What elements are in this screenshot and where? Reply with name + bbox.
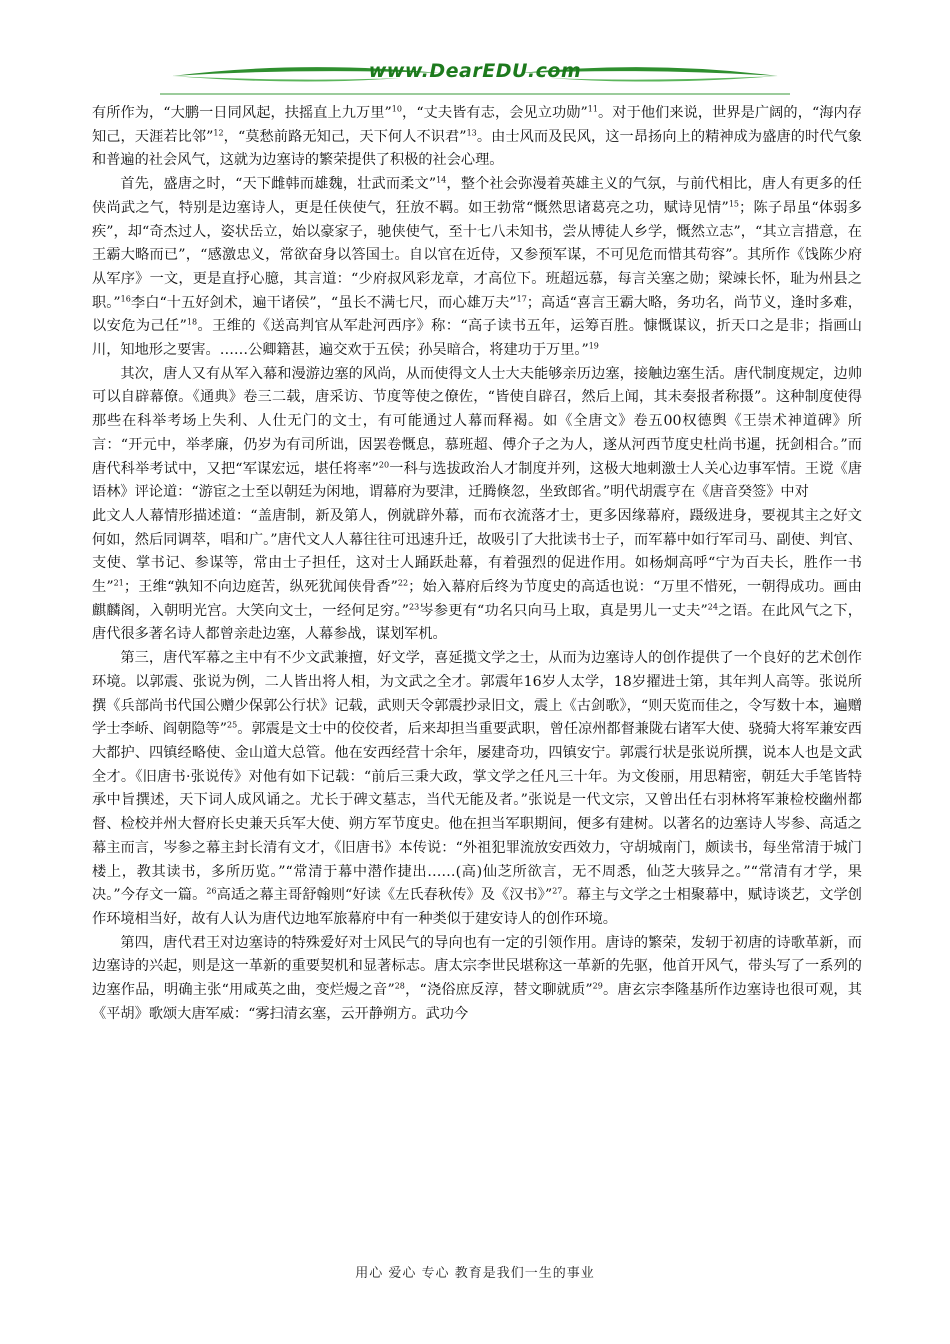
- footnote-ref: 27: [552, 886, 563, 896]
- paragraph-text: 之语。在此风气之下，唐代很多著名诗人都曾亲赴边塞，人幕参战，谋划军机。: [92, 602, 862, 643]
- paragraph-text: 首先，盛唐之时，“天下雌韩而雄魏，壮武而柔文”: [120, 176, 437, 193]
- paragraph: [92, 363, 862, 505]
- site-logo[interactable]: www.DearEDU.com: [368, 60, 582, 82]
- paragraph: [92, 647, 862, 931]
- paragraph-text: 一科与选拔政治人才制度并列，这极大地刺激士人关心边事军情。王谠《唐语林》评论道：“游宦之士至以朝廷为闲地，谓幕府为要津，迁腾倏忽，坐致郎省。”明代胡震亨在《唐音癸签》中对: [92, 460, 862, 501]
- site-header: [0, 56, 950, 98]
- paragraph-text: ；王维“孰知不向边庭苦，纵死犹闻侠骨香”: [123, 579, 398, 596]
- footnote-ref: 20: [378, 459, 390, 469]
- paragraph-text: 。对于他们来说，世界是广阔的，“海内存知己，天涯若比邻”: [92, 105, 862, 145]
- footnote-ref: 24: [707, 602, 718, 612]
- footnote-ref: 17: [516, 293, 527, 303]
- footnote-ref: 29: [592, 981, 603, 991]
- footnote-ref: 25: [227, 720, 238, 730]
- paragraph-text: 。王维的《送高判官从军赴河西序》称：“高子读书五年，运筹百胜。慷慨谋议，折天口之是非；指画山川，知地形之要害。……公卿籍甚，遍交欢于五侯；孙吴暗合，将建功于万里。”: [92, 318, 862, 359]
- footnote-ref: 23: [409, 602, 420, 612]
- article-body: [92, 102, 862, 1026]
- paragraph-text: 高适之幕主哥舒翰则“好读《左氏春秋传》及《汉书》”: [216, 887, 553, 904]
- paragraph: [92, 505, 862, 647]
- footnote-ref: 19: [588, 341, 599, 351]
- paragraph-text: ，“浇俗庶反淳，替文聊就质”: [404, 982, 593, 999]
- paragraph-text: 。郭震是文士中的佼佼者，后来却担当重要武职，曾任凉州都督兼陇右诸军大使、骁骑大将军兼安西大都护、四镇经略使、金山道大总管。他在安西经营十余年，屡建奇功，四镇安宁。郭震行状是张说所撰，说本人也是文武全才。《旧唐书·张说传》对他有如下记载：“前后三秉大政，掌文学之任凡三十年。为文俊丽，用思精密，朝廷大手笔皆特承中旨撰述，天下词人成风诵之。尤长于碑文墓志，当代无能及者。”张说是一代文宗，又曾出任右羽林将军兼检校幽州都督、检校并州大督府长史兼天兵军大使、朔方军节度史。他在担当军职期间，便多有建树。以著名的边塞诗人岑参、高适之幕主而言，岑参之幕主封长清有文才，《旧唐书》本传说：“外祖犯罪流放安西效力，守胡城南门，颇读书，每坐常清于城门楼上，教其读书，多所历览。”“常清于幕中潜作捷出……(高)仙芝所欲言，无不周悉，仙芝大骇异之。”“常清有才学，果决。”今存文一篇。: [92, 721, 862, 904]
- paragraph-text: 。由士风而及民风，这一昂扬向上的精神成为盛唐的时代气象和普遍的社会风气，这就为边塞诗的繁荣提供了积极的社会心理。: [92, 128, 862, 169]
- footnote-ref: 13: [466, 127, 477, 137]
- footnote-ref: 26: [206, 886, 217, 896]
- paragraph: [92, 173, 862, 363]
- page-footer: 用心 爱心 专心 教育是我们一生的事业: [355, 1266, 595, 1281]
- footnote-ref: 22: [397, 578, 409, 588]
- paragraph-text: ，“莫愁前路无知己，天下何人不识君”: [223, 128, 467, 145]
- footnote-ref: 12: [213, 127, 224, 137]
- paragraph-text: 岑参更有“功名只向马上取，真是男儿一丈夫”: [419, 602, 708, 619]
- paragraph-text: 第四，唐代君王对边塞诗的特殊爱好对士风民气的导向也有一定的引领作用。唐诗的繁荣，发轫于初唐的诗歌革新，而边塞诗的兴起，则是这一革新的重要契机和显著标志。唐太宗李世民堪称这一革新的先驱，他首开风气，带头写了一系列的边塞作品，明确主张“用咸英之曲，变烂熳之音”: [92, 934, 862, 999]
- footnote-ref: 15: [728, 199, 740, 209]
- footnote-ref: 11: [587, 104, 598, 114]
- paragraph-text: ；高适“喜言王霸大略，务功名，尚节义，逢时多难，以安危为己任”: [92, 294, 862, 335]
- footnote-ref: 16: [120, 293, 131, 303]
- footnote-ref: 21: [113, 578, 124, 588]
- paragraph-text: 。幕主与文学之士相聚幕中，赋诗谈艺，文学创作环境相当好，故有人认为唐代边地军旅幕府中有一种类似于建安诗人的创作环境。: [92, 887, 862, 927]
- paragraph-text: 第三，唐代军幕之主中有不少文武兼擅，好文学，喜延揽文学之士，从而为边塞诗人的创作提供了一个良好的艺术创作环境。以郭震、张说为例，二人皆出将人相，为文武之全才。郭震年16岁人太学，18岁擢进士第，其年判人高等。张说所撰《兵部尚书代国公赠少保郭公行状》记载，武则天令郭震抄录旧文，震上《古剑歌》，“则天览而佳之，令写数十本，遍赠学士李峤、阎朝隐等”: [92, 650, 862, 738]
- paragraph-text: ，整个社会弥漫着英雄主义的气氛，与前代相比，唐人有更多的任侠尚武之气，特别是边塞诗人，更是任侠使气，狂放不羁。如王勃常“慨然思诸葛亮之功，赋诗见情”: [92, 176, 862, 216]
- paragraph-text: 此文人人幕情形描述道：“盖唐制，新及第人，例就辟外幕，而布衣流落才士，更多因缘幕府，蹑级进身，要视其主之好文何如，然后同调萃，唱和广。”唐代文人人幕往往可迅速升迁，故吸引了大批读书士子，而军幕中如行军司马、副使、判官、支使、掌书记、参谋等，常由士子担任，这对士人踊跃赴幕，有着强烈的促进作用。如杨炯高呼“宁为百夫长，胜作一书生”: [92, 507, 862, 596]
- paragraph: [92, 102, 862, 173]
- paragraph-text: ，“丈夫皆有志，会见立功勋”: [401, 105, 588, 121]
- paragraph-text: ；始入幕府后终为节度史的高适也说：“万里不惜死，一朝得成功。画由麒麟阁，入朝明光宫。大笑向文士，一经何足穷。”: [92, 579, 862, 619]
- paragraph-text: 其次，唐人又有从军入幕和漫游边塞的风尚，从而使得文人士大夫能够亲历边塞，接触边塞生活。唐代制度规定，边帅可以自辟幕僚。《通典》卷三二载，唐采访、节度等使之僚佐，“皆使自辟召，然后上闻，其未奏报者称摄”。这种制度使得那些在科举考场上失利、人仕无门的文士，有可能通过人幕而释褐。如《全唐文》卷五00权德舆《王崇术神道碑》所言：“开元中，举孝廉，仍岁为有司所诎，因罢卷慨息，慕班超、傅介子之为人，遂从河西节度史杜尚书暹，抚剑相合。”而唐代科举考试中，又把“军谋宏远，堪任将率”: [92, 365, 862, 477]
- paragraph-text: 有所作为，“大鹏一日同风起，扶摇直上九万里”: [92, 105, 392, 121]
- paragraph-text: ；陈子昂虽“体弱多疾”，却“奇杰过人，姿状岳立，始以豪家子，驰侠使气，至十七八未知书，尝从博徒人乡学，慨然立志”，“其立言措意，在王霸大略而已”，“感激忠义，常欲奋身以答国士。自以官在近侍，又参预军谋，不可见危而惜其苟容”。其所作《饯陈少府从军序》一文，更是直抒心臆，其言道：“少府叔风彩龙章，才高位下。班超远慕，每言关塞之勋；梁竦长怀，耻为州县之职。”: [92, 199, 862, 311]
- paragraph-text: 李白“十五好剑术，遍干诸侯”，“虽长不满七尺，而心雄万夫”: [130, 294, 517, 311]
- paragraph: [92, 932, 862, 1027]
- footnote-ref: 10: [391, 104, 402, 114]
- paragraph-text: 。唐玄宗李隆基所作边塞诗也很可观，其《平胡》歌颂大唐军威：“雾扫清玄塞，云开静朔方。武功今: [92, 982, 862, 1022]
- footnote-ref: 14: [436, 175, 447, 185]
- footnote-ref: 18: [186, 317, 198, 327]
- footnote-ref: 28: [394, 981, 405, 991]
